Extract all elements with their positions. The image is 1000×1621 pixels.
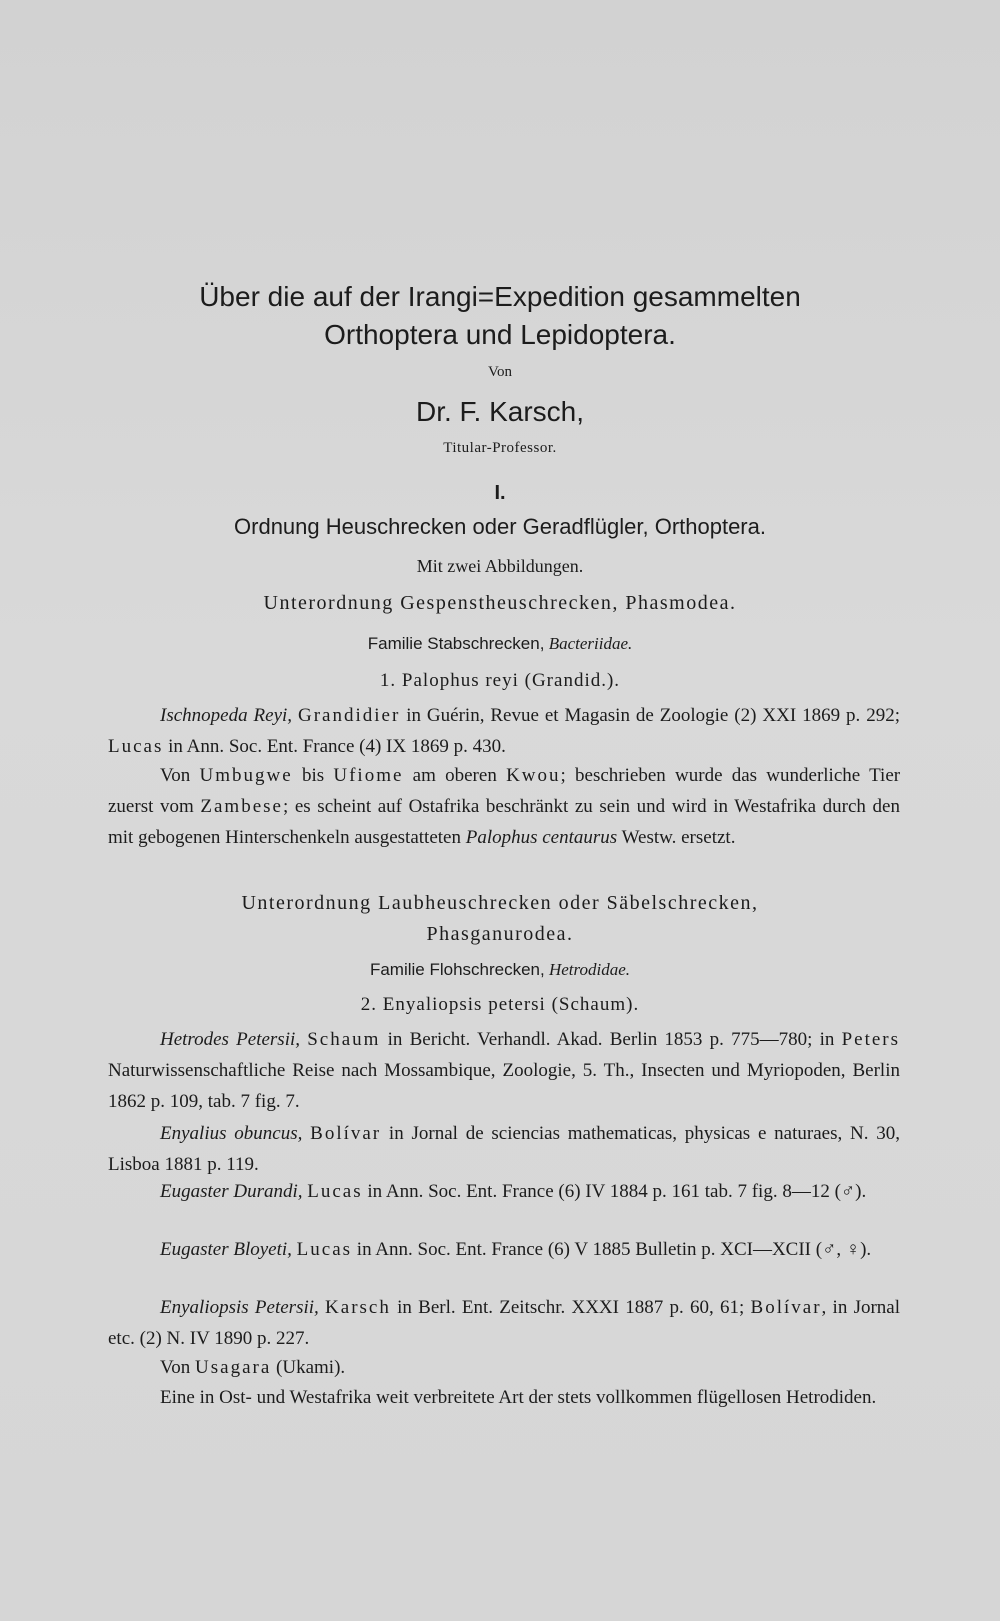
ref-taxon: Eugaster Durandi, (160, 1181, 303, 1202)
reference-paragraph-6 (108, 1292, 900, 1354)
place-name: Usagara (195, 1357, 272, 1378)
species-heading-1: 1. Palophus reyi (Grandid.). (379, 670, 621, 691)
ref-taxon: Enyalius obuncus, (160, 1123, 303, 1144)
paper-title (100, 278, 900, 354)
text-fragment: Von (160, 1357, 191, 1378)
title-line-1: Über die auf der Irangi=Expedition gesammelten (199, 281, 801, 312)
ref-author: Lucas (296, 1239, 353, 1260)
ref-taxon: Enyaliopsis Petersii, (160, 1297, 319, 1318)
place-name: Kwou (506, 765, 561, 786)
reference-paragraph-5 (108, 1234, 900, 1265)
reference-paragraph-1 (108, 700, 900, 762)
reference-paragraph-2 (108, 1024, 900, 1117)
suborder-line-1: Unterordnung Laubheuschrecken oder Säbelschrecken, (241, 892, 759, 914)
suborder-line-2: Phasganurodea. (426, 923, 574, 945)
ref-author: Lucas (108, 736, 164, 757)
reference-paragraph-4 (108, 1176, 900, 1207)
ref-text: Naturwissenschaftliche Reise nach Mossambique, Zoologie, 5. Th., Insecten und Myriopoden, Berlin 1862 p. 109, tab. 7 fig. 7. (108, 1060, 900, 1112)
ref-author: Lucas (307, 1181, 363, 1202)
text-fragment: ; es scheint auf Ostafrika beschränkt zu sein und wird in Westafrika durch den mit gebogenen Hinterschenkeln ausgestatteten (108, 796, 900, 848)
illustrations-note: Mit zwei Abbildungen. (416, 556, 584, 576)
ref-author: Bolívar (310, 1123, 382, 1144)
part-number: I. (494, 482, 506, 504)
ref-author: Schaum (307, 1029, 381, 1050)
ref-taxon: Hetrodes Petersii, (160, 1029, 300, 1050)
author-name: Dr. F. Karsch, (415, 396, 585, 427)
order-heading: Ordnung Heuschrecken oder Geradflügler, Orthoptera. (234, 514, 766, 539)
species-heading-2: 2. Enyaliopsis petersi (Schaum). (360, 994, 640, 1015)
place-name: Zambese (200, 796, 283, 817)
suborder-heading-1: Unterordnung Gespenstheuschrecken, Phasmodea. (263, 592, 737, 614)
ref-text: in Berl. Ent. Zeitschr. XXXI 1887 p. 60, 61; (397, 1297, 745, 1318)
text-fragment: am oberen (412, 765, 497, 786)
ref-text: , in Jornal etc. (2) N. IV 1890 p. 227. (108, 1297, 901, 1349)
text-fragment: (Ukami). (276, 1357, 346, 1378)
text-fragment: bis (301, 765, 325, 786)
closing-paragraph: Eine in Ost- und Westafrika weit verbreitete Art der stets vollkommen flügellosen Hetrodiden. (160, 1387, 877, 1408)
family-label: Familie Stabschrecken, (367, 634, 545, 653)
text-fragment: Westw. ersetzt. (621, 827, 736, 848)
text-fragment: ; beschrieben wurde das wunderliche Tier zuerst vom (108, 765, 901, 817)
family-latin: Hetrodidae. (548, 960, 631, 979)
ref-author: Peters (841, 1029, 900, 1050)
text-fragment: Von (160, 765, 191, 786)
ref-author: Bolívar (750, 1297, 822, 1318)
ref-taxon: Ischnopeda Reyi, (160, 705, 293, 726)
suborder-heading-2 (100, 888, 900, 950)
locality-line (108, 1352, 900, 1383)
reference-paragraph-3 (108, 1118, 900, 1180)
body-paragraph-1 (108, 760, 900, 853)
author-title: Titular-Professor. (443, 440, 557, 456)
ref-text: in Jornal de sciencias mathematicas, physicas e naturaes, N. 30, Lisboa 1881 p. 119. (108, 1123, 900, 1175)
title-line-2: Orthoptera und Lepidoptera. (324, 319, 676, 350)
ref-taxon: Eugaster Bloyeti, (160, 1239, 292, 1260)
ref-text: in Ann. Soc. Ent. France (6) V 1885 Bulletin p. XCI—XCII (♂, ♀). (356, 1239, 872, 1260)
family-latin: Bacteriidae. (548, 634, 633, 653)
place-name: Ufiome (333, 765, 404, 786)
ref-text: in Ann. Soc. Ent. France (6) IV 1884 p. 161 tab. 7 fig. 8—12 (♂). (367, 1181, 867, 1202)
place-name: Umbugwe (199, 765, 293, 786)
ref-text: in Ann. Soc. Ent. France (4) IX 1869 p. 430. (168, 736, 506, 757)
family-label: Familie Flohschrecken, (369, 960, 545, 979)
ref-text: in Bericht. Verhandl. Akad. Berlin 1853 p. 775—780; in (387, 1029, 835, 1050)
family-heading-1 (100, 634, 900, 654)
taxon-name: Palophus centaurus (465, 827, 618, 848)
ref-author: Karsch (325, 1297, 391, 1318)
family-heading-2 (100, 960, 900, 980)
by-label: Von (488, 364, 512, 380)
ref-author: Grandidier (297, 705, 401, 726)
ref-text: in Guérin, Revue et Magasin de Zoologie (2) XXI 1869 p. 292; (406, 705, 900, 726)
